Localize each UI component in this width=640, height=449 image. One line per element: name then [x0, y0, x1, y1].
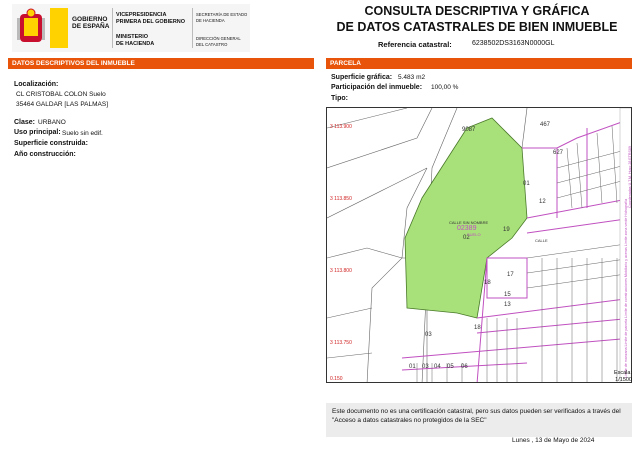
inmueble-section-header: DATOS DESCRIPTIVOS DEL INMUEBLE — [8, 58, 314, 69]
participacion-value: 100,00 % — [431, 84, 459, 91]
map-label-parcel: 02389 — [457, 225, 477, 232]
map-label-suelo: SUELO — [467, 232, 481, 237]
clase-label: Clase: — [14, 119, 36, 126]
page-title-line1: CONSULTA DESCRIPTIVA Y GRÁFICA — [364, 4, 590, 18]
map-label-b06: 06 — [461, 364, 468, 370]
map-label-15: 15 — [504, 292, 511, 298]
map-label-calle: CALLE — [535, 238, 548, 243]
coord-y2: 3 113.850 — [330, 196, 352, 202]
uso-label: Uso principal: — [14, 129, 61, 136]
page-title-line2: DE DATOS CATASTRALES DE BIEN INMUEBLE — [336, 20, 618, 34]
map-label-b05: 05 — [447, 364, 454, 370]
map-drawing — [327, 108, 632, 383]
map-scale: Escala: 1/1500 — [613, 370, 632, 383]
parcela-section-header: PARCELA — [326, 58, 632, 69]
clase-value: URBANO — [38, 119, 66, 126]
superficie-grafica-label: Superficie gráfica: — [331, 74, 393, 81]
divider — [112, 8, 113, 48]
disclaimer-notice: Este documento no es una certificación catastral, pero sus datos pueden ser verificados a través del "Acceso a datos catastrales no protegidos de la SEC" — [326, 403, 632, 437]
map-label-b01: 01 — [409, 364, 416, 370]
map-label-17: 17 — [507, 272, 514, 278]
cadastral-map[interactable] — [326, 107, 632, 383]
map-label-18a: 18 — [484, 280, 491, 286]
map-label-03: 03 — [425, 332, 432, 338]
flag-bar — [50, 8, 68, 48]
tipo-label: Tipo: — [331, 95, 348, 102]
direccion-label: DIRECCIÓN GENERAL DEL CATASTRO — [196, 36, 241, 47]
map-label-467: 467 — [540, 122, 551, 128]
government-logo-block — [12, 4, 250, 52]
participacion-label: Participación del inmueble: — [331, 84, 423, 91]
superficie-label: Superficie construida: — [14, 140, 88, 147]
map-label-calle-sin-nombre: CALLE SIN NOMBRE — [449, 220, 489, 225]
map-label-627: 627 — [553, 150, 564, 156]
divider — [192, 8, 193, 48]
map-label-b04: 04 — [434, 364, 441, 370]
superficie-grafica-value: 5.483 m2 — [398, 74, 426, 81]
localizacion-label: Localización: — [14, 81, 59, 88]
uso-value: Suelo sin edif. — [62, 130, 103, 137]
coord-y1: 3 113.900 — [330, 124, 352, 130]
ministerio-label: MINISTERIO DE HACIENDA — [116, 34, 155, 47]
map-label-18b: 18 — [474, 325, 481, 331]
map-label-19: 19 — [503, 227, 510, 233]
address-line1: CL CRISTOBAL COLON Suelo — [16, 91, 106, 98]
map-legend-text: Límite de manzana Límite de parcela Límite de construcciones Mobiliario y aceras Límite zona verde Hidrografía — [624, 198, 628, 378]
map-label-01: 01 — [523, 181, 530, 187]
coord-x1: 0.150 — [330, 376, 343, 382]
map-label-12: 12 — [539, 199, 546, 205]
ref-catastral-label: Referencia catastral: — [378, 40, 452, 49]
coord-y4: 3 113.750 — [330, 340, 352, 346]
map-label-9087: 9087 — [462, 127, 476, 133]
address-line2: 35464 GALDAR [LAS PALMAS] — [16, 101, 109, 108]
vicepresidencia-label: VICEPRESIDENCIA PRIMERA DEL GOBIERNO — [116, 12, 186, 25]
map-coord-text: Coordenadas U.T.M. Huso 28 ETRS89 — [628, 146, 632, 208]
secretaria-label: SECRETARÍA DE ESTADO DE HACIENDA — [196, 12, 248, 23]
anio-label: Año construcción: — [14, 151, 76, 158]
map-label-13: 13 — [504, 302, 511, 308]
footer-date: Lunes , 13 de Mayo de 2024 — [512, 437, 595, 444]
map-label-b03: 03 — [422, 364, 429, 370]
gov-name: GOBIERNO DE ESPAÑA — [72, 16, 110, 30]
coord-y3: 3 113.800 — [330, 268, 352, 274]
map-label-02: 02 — [463, 235, 470, 241]
ref-catastral-value[interactable]: 6238502DS3163N0000GL — [472, 40, 555, 47]
parcel-polygon — [405, 118, 527, 318]
coat-of-arms-icon — [16, 8, 46, 48]
